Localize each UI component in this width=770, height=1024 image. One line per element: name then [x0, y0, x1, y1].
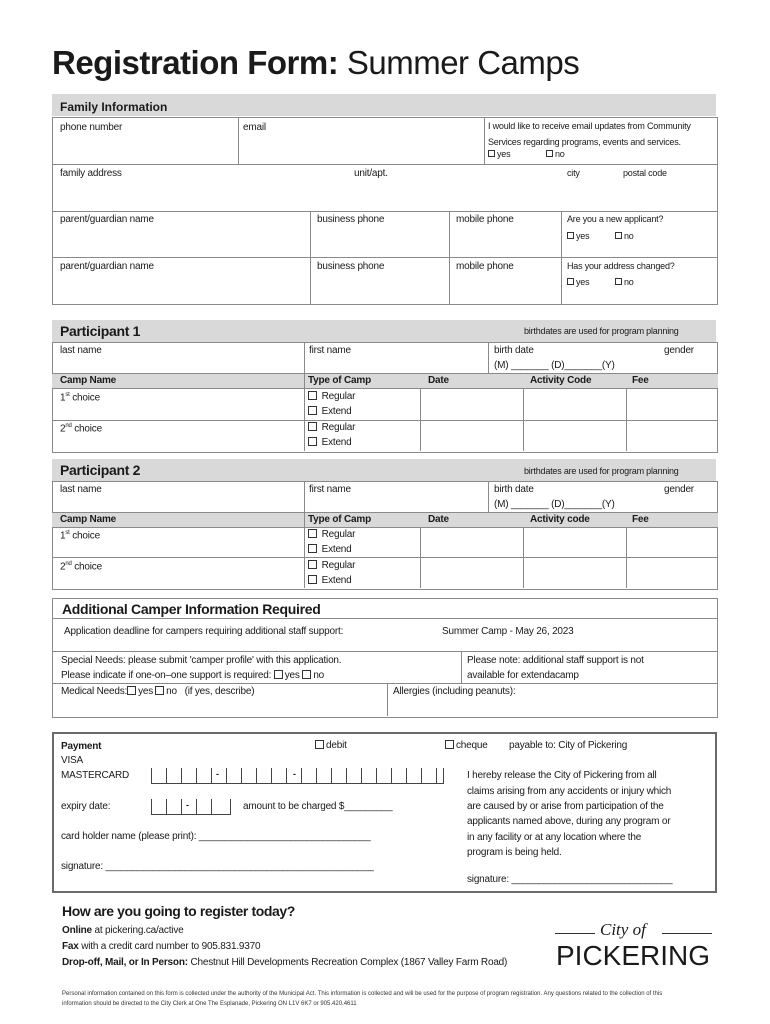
release-line-2: claims arising from any accidents or injury which — [467, 786, 672, 797]
p1-choice1-extend[interactable]: Extend — [308, 406, 352, 417]
cheque-checkbox[interactable]: cheque — [445, 740, 488, 751]
checkbox-icon — [615, 278, 622, 285]
debit-checkbox[interactable]: debit — [315, 740, 347, 751]
p1-table-header-bar — [52, 373, 718, 388]
phone-field[interactable]: phone number — [60, 122, 123, 133]
p1-birth-date-format: (M) _______ (D)_______(Y) — [494, 360, 615, 371]
participant1-section — [52, 342, 718, 453]
guardian-name-field-2[interactable]: parent/guardian name — [60, 261, 154, 272]
new-applicant-label: Are you a new applicant? — [567, 214, 664, 224]
deadline-label: Application deadline for campers requiring additional staff support: — [64, 626, 344, 637]
card-dash-1: - — [216, 769, 219, 779]
p1-col-activity: Activity Code — [530, 375, 592, 386]
register-drop-off: Drop-off, Mail, or In Person: Chestnut Hill Developments Recreation Complex (1867 Valley Farm Road) — [62, 957, 508, 968]
one-on-one-label: Please indicate if one-on–one support is required: yes no — [61, 670, 325, 681]
signature-field-2[interactable]: signature: ______________________________ — [467, 874, 673, 885]
p2-choice2-regular[interactable]: Regular — [308, 560, 355, 571]
checkbox-icon — [546, 150, 553, 157]
signature-field-1[interactable]: signature: __________________________________________________ — [61, 861, 374, 872]
additional-header: Additional Camper Information Required — [62, 601, 321, 617]
p2-choice2-extend[interactable]: Extend — [308, 575, 352, 586]
new-applicant-yes[interactable]: yes — [567, 231, 589, 241]
checkbox-icon — [308, 406, 317, 415]
mobile-phone-field-2[interactable]: mobile phone — [456, 261, 514, 272]
p1-first-name-field[interactable]: first name — [309, 345, 351, 356]
checkbox-icon — [308, 544, 317, 553]
register-fax: Fax with a credit card number to 905.831.9370 — [62, 941, 261, 952]
release-line-6: program is being held. — [467, 847, 562, 858]
p2-first-choice-label: 1st choice — [60, 530, 100, 542]
p2-last-name-field[interactable]: last name — [60, 484, 102, 495]
p1-col-camp-name: Camp Name — [60, 375, 116, 386]
p2-first-name-field[interactable]: first name — [309, 484, 351, 495]
checkbox-icon — [567, 232, 574, 239]
allergies-field[interactable]: Allergies (including peanuts): — [393, 686, 516, 697]
checkbox-icon[interactable] — [274, 670, 283, 679]
checkbox-icon[interactable] — [302, 670, 311, 679]
p2-col-fee: Fee — [632, 514, 649, 525]
checkbox-icon[interactable] — [127, 686, 136, 695]
checkbox-icon — [308, 391, 317, 400]
checkbox-icon — [615, 232, 622, 239]
logo-rule-left — [555, 933, 595, 934]
amount-field[interactable]: amount to be charged $_________ — [243, 801, 393, 812]
staff-support-note-2: available for extendacamp — [467, 670, 579, 681]
release-line-5: in any facility or at any location where the — [467, 832, 642, 843]
deadline-value: Summer Camp - May 26, 2023 — [442, 626, 574, 637]
updates-label-2: Services regarding programs, events and services. — [488, 137, 681, 147]
participant1-header: Participant 1 — [60, 323, 141, 339]
participant2-header: Participant 2 — [60, 462, 141, 478]
city-field[interactable]: city — [567, 168, 580, 178]
card-holder-field[interactable]: card holder name (please print): ________________________________ — [61, 831, 371, 842]
updates-no-checkbox[interactable]: no — [546, 149, 565, 159]
checkbox-icon[interactable] — [155, 686, 164, 695]
card-number-input[interactable] — [151, 768, 444, 784]
logo-pickering: PICKERING — [556, 940, 711, 971]
special-needs-label: Special Needs: please submit 'camper profile' with this application. — [61, 655, 342, 666]
expiry-label: expiry date: — [61, 801, 111, 812]
p2-second-choice-label: 2nd choice — [60, 561, 102, 573]
new-applicant-no[interactable]: no — [615, 231, 634, 241]
p2-gender-field[interactable]: gender — [664, 484, 694, 495]
page-title: Registration Form: Summer Camps — [52, 44, 580, 81]
p2-col-date: Date — [428, 514, 449, 525]
p1-first-choice-label: 1st choice — [60, 392, 100, 404]
p2-table-header-bar — [52, 512, 718, 527]
business-phone-field-1[interactable]: business phone — [317, 214, 385, 225]
p1-gender-field[interactable]: gender — [664, 345, 694, 356]
checkbox-icon — [567, 278, 574, 285]
checkbox-icon — [308, 422, 317, 431]
expiry-dash: - — [186, 800, 189, 810]
p1-last-name-field[interactable]: last name — [60, 345, 102, 356]
updates-yes-checkbox[interactable]: yes — [488, 149, 510, 159]
p2-birth-date-format: (M) _______ (D)_______(Y) — [494, 499, 615, 510]
p1-choice2-regular[interactable]: Regular — [308, 422, 355, 433]
checkbox-icon — [308, 529, 317, 538]
logo-rule-right — [662, 933, 712, 934]
updates-label-1: I would like to receive email updates from Community — [488, 121, 691, 131]
p1-col-fee: Fee — [632, 375, 649, 386]
checkbox-icon — [488, 150, 495, 157]
payment-header: Payment — [61, 741, 102, 752]
p1-choice2-extend[interactable]: Extend — [308, 437, 352, 448]
unit-field[interactable]: unit/apt. — [354, 168, 388, 179]
address-changed-label: Has your address changed? — [567, 261, 675, 271]
p1-second-choice-label: 2nd choice — [60, 423, 102, 435]
p1-col-date: Date — [428, 375, 449, 386]
card-dash-2: - — [293, 769, 296, 779]
checkbox-icon — [308, 575, 317, 584]
release-line-4: applicants named above, during any program or — [467, 816, 671, 827]
privacy-footer-1: Personal information contained on this form is collected under the authority of the Municipal Act. This information is collected and will be used for the purpose of program registration. Any questions related to the collection of this — [62, 991, 663, 997]
visa-label: VISA — [61, 755, 83, 766]
family-header: Family Information — [60, 100, 168, 114]
checkbox-icon — [308, 560, 317, 569]
checkbox-icon — [308, 437, 317, 446]
p2-col-camp-name: Camp Name — [60, 514, 116, 525]
release-line-1: I hereby release the City of Pickering from all — [467, 770, 657, 781]
address-changed-no[interactable]: no — [615, 277, 634, 287]
medical-needs-field[interactable]: Medical Needs: yes no (if yes, describe) — [61, 686, 255, 697]
p2-col-type: Type of Camp — [308, 514, 371, 525]
p2-choice1-extend[interactable]: Extend — [308, 544, 352, 555]
checkbox-icon — [315, 740, 324, 749]
release-line-3: are caused by or arise from participation of the — [467, 801, 664, 812]
mobile-phone-field-1[interactable]: mobile phone — [456, 214, 514, 225]
p1-col-type: Type of Camp — [308, 375, 371, 386]
privacy-footer-2: information should be directed to the City Clerk at One The Esplanade, Pickering ON L1V 6K7 or 905.420.4611 — [62, 1001, 357, 1007]
p2-birth-date-field[interactable]: birth date — [494, 484, 534, 495]
address-changed-yes[interactable]: yes — [567, 277, 589, 287]
p1-birth-date-field[interactable]: birth date — [494, 345, 534, 356]
family-address-field[interactable]: family address — [60, 168, 122, 179]
mastercard-label: MASTERCARD — [61, 770, 130, 781]
register-online: Online at pickering.ca/active — [62, 925, 184, 936]
participant2-birth-note: birthdates are used for program planning — [524, 466, 679, 476]
register-question: How are you going to register today? — [62, 903, 295, 919]
p2-choice1-regular[interactable]: Regular — [308, 529, 355, 540]
p2-col-activity: Activity code — [530, 514, 590, 525]
staff-support-note-1: Please note: additional staff support is not — [467, 655, 644, 666]
postal-code-field[interactable]: postal code — [623, 168, 667, 178]
email-field[interactable]: email — [243, 122, 266, 133]
business-phone-field-2[interactable]: business phone — [317, 261, 385, 272]
participant1-birth-note: birthdates are used for program planning — [524, 326, 679, 336]
payable-to-label: payable to: City of Pickering — [509, 740, 628, 751]
checkbox-icon — [445, 740, 454, 749]
guardian-name-field-1[interactable]: parent/guardian name — [60, 214, 154, 225]
expiry-input[interactable] — [151, 799, 231, 815]
p1-choice1-regular[interactable]: Regular — [308, 391, 355, 402]
logo-city-of: City of — [600, 920, 646, 939]
participant2-section — [52, 481, 718, 590]
